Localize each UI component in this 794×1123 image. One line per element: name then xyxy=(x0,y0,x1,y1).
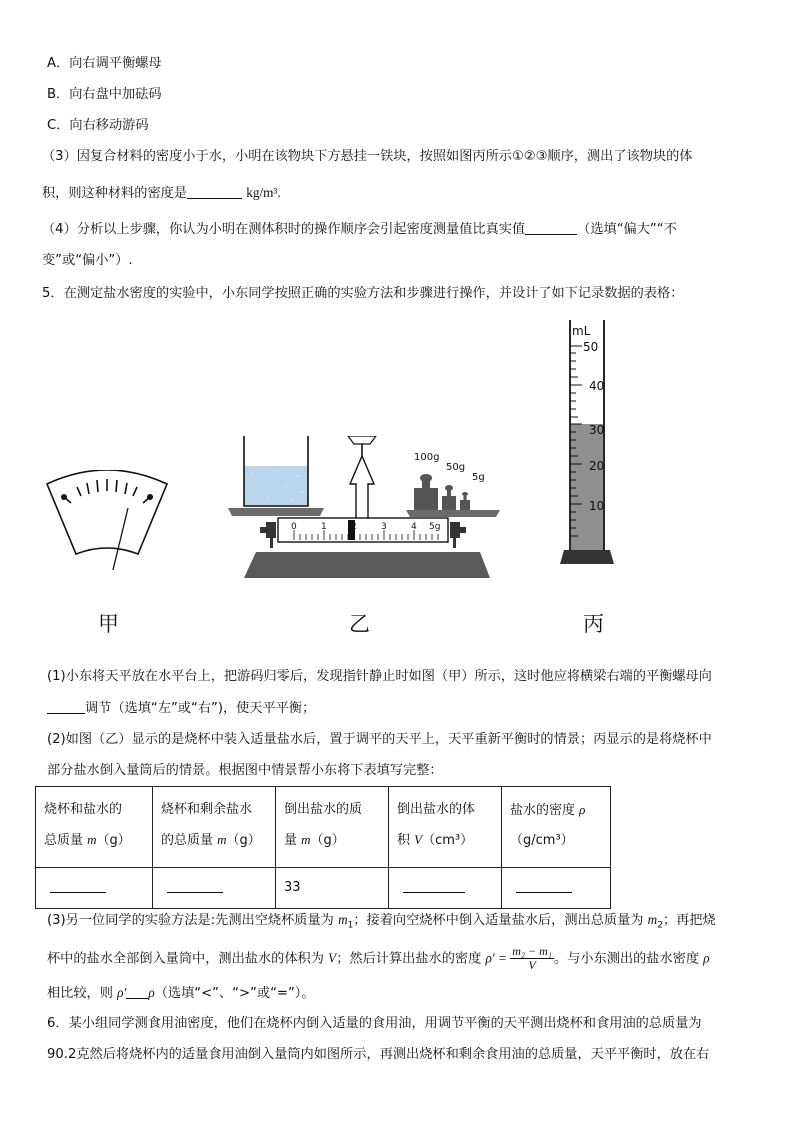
svg-text:10: 10 xyxy=(589,499,605,513)
cell-total-mass[interactable] xyxy=(36,868,153,909)
cell-remaining-mass[interactable] xyxy=(153,868,276,909)
balance-scale-plate xyxy=(348,436,376,444)
density-formula: $\frac{\text{m₂ − m₁}}{V}$ xyxy=(512,944,552,972)
figure-label-bing: 丙 xyxy=(583,612,604,636)
salt-water-data-table xyxy=(35,786,611,909)
balance-base xyxy=(244,552,490,578)
q4-part4-line2: 变”或“偏小”）. xyxy=(42,253,133,268)
balance-beam xyxy=(278,518,448,542)
answer-blank[interactable] xyxy=(516,879,572,893)
figure-label-jia: 甲 xyxy=(98,612,119,636)
q4-part4-line1 xyxy=(42,221,677,239)
answer-blank[interactable] xyxy=(167,879,223,893)
svg-text:4: 4 xyxy=(411,522,417,532)
option-b: B．向右盘中加砝码 xyxy=(47,87,162,102)
answer-blank[interactable] xyxy=(187,185,242,199)
svg-text:50: 50 xyxy=(583,340,599,354)
dial-left-dot xyxy=(61,494,67,500)
svg-text:mL: mL xyxy=(572,324,591,338)
q5-step3-line1: (3)另一位同学的实验方法是:先测出空烧杯质量为 $m_1$；接着向空烧杯中倒入适量盐水后，测出总质量为 $m_2$；再把烧 xyxy=(47,912,716,931)
svg-text:0: 0 xyxy=(291,522,297,532)
weights xyxy=(414,474,470,510)
q5-step3-line2: 杯中的盐水全部倒入量筒中，测出盐水的体积为 V；然后计算出盐水的密度 ρ′ = $\frac{\text{m₂ − m₁}}{V}$ 。与小东测出的盐水密度 ρ xyxy=(47,944,710,972)
cylinder-base xyxy=(560,550,614,564)
q5-step2-line2: 部分盐水倒入量筒后的情景。根据图中情景帮小东将下表填写完整： xyxy=(47,763,443,778)
cell-poured-mass: 33 xyxy=(276,868,389,909)
option-c: C．向右移动游码 xyxy=(47,118,149,133)
header-line: 烧杯和盐水的 xyxy=(44,802,123,817)
dial-ticks xyxy=(64,479,150,503)
header-density xyxy=(502,787,611,868)
pointer-dial-figure xyxy=(44,470,170,570)
q5-intro: 5．在测定盐水密度的实验中，小东同学按照正确的实验方法和步骤进行操作，并设计了如下记录数据的表格： xyxy=(42,286,684,301)
header-line: 倒出盐水的质 xyxy=(284,802,363,817)
right-pan xyxy=(406,510,500,517)
header-poured-volume xyxy=(389,787,502,868)
cell-poured-volume[interactable] xyxy=(389,868,502,909)
q4-part3-line1: （3）因复合材料的密度小于水，小明在该物块下方悬挂一铁块，按照如图丙所示①②③顺序，测出了该物块的体 xyxy=(42,149,693,164)
answer-blank[interactable] xyxy=(525,221,577,235)
q5-step1-text: 调节（选填“左”或“右”)，使天平平衡； xyxy=(85,701,316,716)
svg-text:20: 20 xyxy=(589,459,605,473)
balance-figure xyxy=(228,436,512,582)
header-line: 量 m（g） xyxy=(284,832,345,848)
dial-right-dot xyxy=(147,494,153,500)
q4-part3-line2 xyxy=(42,184,281,203)
q5-step1-line2 xyxy=(47,700,315,718)
svg-text:2: 2 xyxy=(351,522,357,532)
header-remaining-mass xyxy=(153,787,276,868)
answer-blank[interactable] xyxy=(403,879,465,893)
svg-text:3: 3 xyxy=(381,522,387,532)
q4-part3-text: 积，则这种材料的密度是 xyxy=(42,186,188,201)
q6-line1: 6．某小组同学测食用油密度，他们在烧杯内倒入适量的食用油，用调节平衡的天平测出烧杯和食用油的总质量为 xyxy=(47,1016,702,1031)
table-header-row xyxy=(36,787,611,868)
q6-line2: 90.2克然后将烧杯内的适量食用油倒入量筒内如图所示，再测出烧杯和剩余食用油的总质量，天平平衡时，放在右 xyxy=(47,1047,710,1062)
answer-blank[interactable] xyxy=(47,700,85,714)
header-line: 盐水的密度 ρ xyxy=(510,802,586,818)
header-line: 积 V（cm³） xyxy=(397,832,474,848)
svg-text:1: 1 xyxy=(321,522,327,532)
q4-part4-text: （4）分析以上步骤，你认为小明在测体积时的操作顺序会引起密度测量值比真实值 xyxy=(42,222,526,237)
q5-step3-line3: 相比较，则 ρ′ ρ（选填“<”、“>”或“=”）。 xyxy=(47,985,315,1001)
q4-part4-choice: （选填“偏大”“不 xyxy=(577,222,677,237)
weight-label-5g: 5g xyxy=(472,472,485,483)
liquid-column xyxy=(571,424,603,550)
svg-text:5g: 5g xyxy=(429,522,441,532)
weight-label-50g: 50g xyxy=(446,462,466,473)
table-row xyxy=(36,868,611,909)
svg-text:30: 30 xyxy=(589,423,605,437)
salt-water xyxy=(244,466,308,506)
answer-blank[interactable] xyxy=(126,985,148,999)
unit-label: kg/m³. xyxy=(246,185,281,200)
header-line: 的总质量 m（g） xyxy=(161,832,261,848)
answer-blank[interactable] xyxy=(50,879,106,893)
header-line: （g/cm³） xyxy=(510,833,574,848)
figure-label-yi: 乙 xyxy=(349,612,370,636)
header-line: 烧杯和剩余盐水 xyxy=(161,802,253,817)
left-pan xyxy=(228,508,324,516)
header-line: 总质量 m（g） xyxy=(44,832,131,848)
graduated-cylinder-figure xyxy=(556,318,618,568)
balance-column xyxy=(350,456,374,520)
dial-needle xyxy=(112,508,128,570)
q5-step1-line1: (1)小东将天平放在水平台上，把游码归零后，发现指针静止时如图（甲）所示，这时他应将横梁右端的平衡螺母向 xyxy=(47,669,712,684)
cell-density[interactable] xyxy=(502,868,611,909)
header-line: 倒出盐水的体 xyxy=(397,802,476,817)
weight-label-100g: 100g xyxy=(414,452,440,463)
svg-text:40: 40 xyxy=(589,379,605,393)
option-a: A．向右调平衡螺母 xyxy=(47,56,162,71)
header-total-mass xyxy=(36,787,153,868)
header-poured-mass xyxy=(276,787,389,868)
q5-step2-line1: (2)如图（乙）显示的是烧杯中装入适量盐水后，置于调平的天平上，天平重新平衡时的情景；丙显示的是将烧杯中 xyxy=(47,732,712,747)
